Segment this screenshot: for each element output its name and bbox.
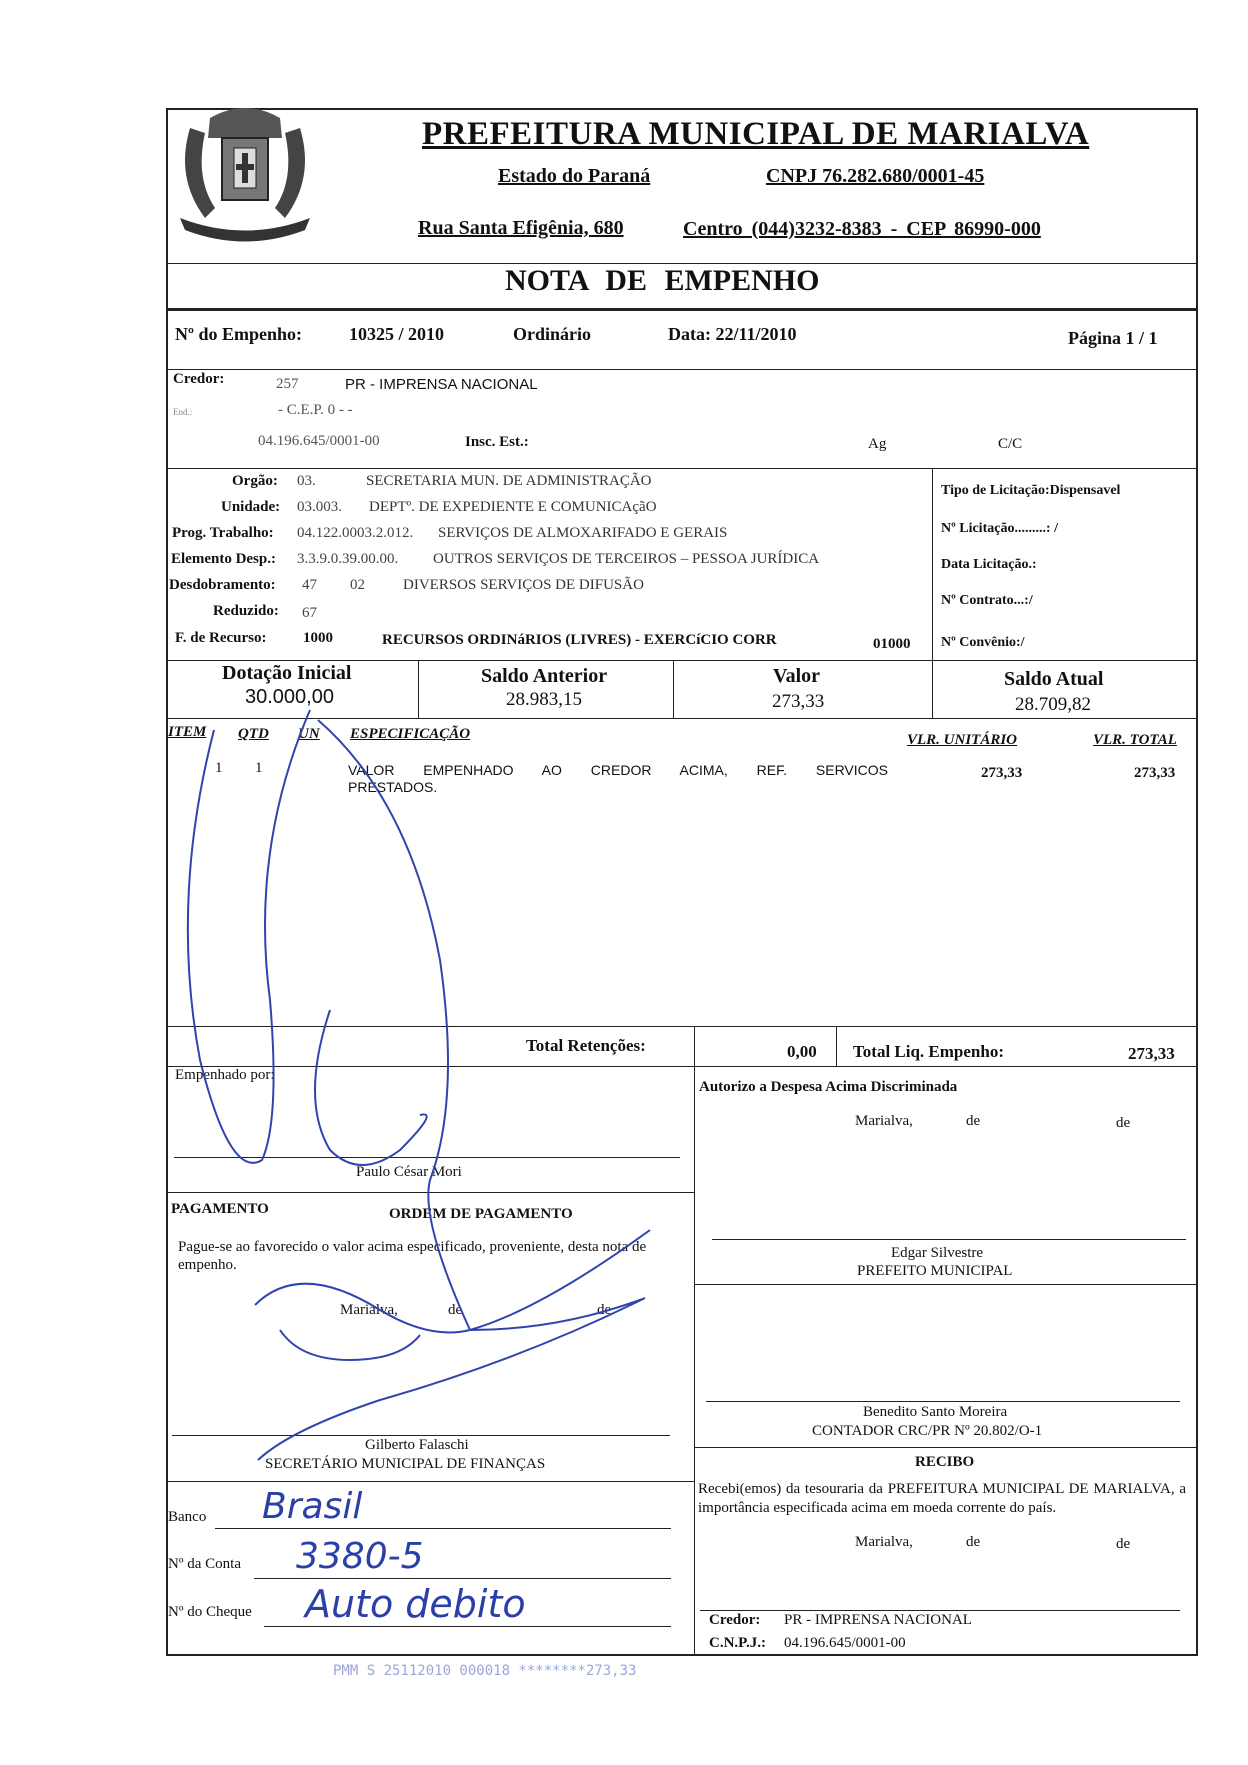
credor-cnpj: 04.196.645/0001-00 [258, 433, 380, 449]
prog-label: Prog. Trabalho: [172, 525, 274, 541]
coat-of-arms-logo [170, 98, 320, 248]
credor-code: 257 [276, 376, 299, 392]
empenho-number-label: Nº do Empenho: [175, 324, 302, 344]
contador-cargo: CONTADOR CRC/PR Nº 20.802/O-1 [812, 1423, 1043, 1439]
valor-total-header: VLR. TOTAL [1093, 732, 1177, 748]
desdobramento-code-a: 47 [302, 577, 317, 593]
numero-convenio: Nº Convênio:/ [941, 635, 1025, 650]
divider [166, 1481, 694, 1482]
autorizo-de: de [1116, 1115, 1131, 1131]
address-label: End.: [173, 407, 193, 417]
recibo-credor-label: Credor: [709, 1612, 761, 1628]
divider [166, 369, 1198, 370]
divider [166, 660, 1198, 661]
pagamento-de: de [448, 1302, 463, 1318]
recibo-de: de [966, 1534, 981, 1550]
recibo-label: RECIBO [915, 1454, 975, 1470]
item-qtd: 1 [255, 760, 263, 776]
orgao-label: Orgão: [232, 473, 278, 489]
total-retencoes-value: 0,00 [787, 1042, 817, 1061]
valor-value: 273,33 [772, 691, 825, 712]
empenho-number: 10325 / 2010 [349, 324, 445, 344]
credor-cep: - C.E.P. 0 - - [278, 402, 353, 418]
prefeito-nome: Edgar Silvestre [891, 1245, 984, 1261]
divider [694, 1284, 1198, 1285]
pagamento-de: de [597, 1302, 612, 1318]
desdobramento-code-b: 02 [350, 577, 365, 593]
banco-value: Brasil [262, 1486, 363, 1527]
state-label: Estado do Paraná [498, 165, 651, 187]
account-label: C/C [998, 436, 1023, 452]
tipo-licitacao: Tipo de Licitação:Dispensavel [941, 483, 1121, 498]
ordem-pagamento-label: ORDEM DE PAGAMENTO [389, 1206, 573, 1222]
empenho-date: Data: 22/11/2010 [668, 324, 797, 344]
empenhado-por-nome: Paulo César Mori [356, 1164, 462, 1180]
saldo-atual-value: 28.709,82 [1015, 694, 1091, 715]
divider [694, 1066, 695, 1656]
orgao-name: SECRETARIA MUN. DE ADMINISTRAÇÃO [366, 473, 652, 489]
valor-label: Valor [773, 665, 821, 687]
prog-name: SERVIÇOS DE ALMOXARIFADO E GERAIS [438, 525, 728, 541]
numero-contrato: Nº Contrato...:/ [941, 593, 1033, 608]
fonte-number: 01000 [873, 636, 911, 652]
agency-label: Ag [868, 436, 887, 452]
fonte-label: F. de Recurso: [175, 630, 267, 646]
divider [418, 660, 419, 718]
numero-licitacao: Nº Licitação.........: / [941, 521, 1058, 536]
pagamento-local: Marialva, [340, 1302, 398, 1318]
item-especificacao-cont: PRESTADOS. [348, 779, 438, 795]
recibo-credor-value: PR - IMPRENSA NACIONAL [784, 1612, 972, 1628]
recibo-texto: Recebi(emos) da tesouraria da PREFEITURA MUNICIPAL DE MARIALVA, a importância especificada acima em moeda corrente do país. [698, 1481, 1186, 1516]
bank-stamp: PMM S 25112010 000018 ********273,33 [333, 1663, 637, 1679]
saldo-anterior-value: 28.983,15 [506, 689, 582, 710]
item-header: ITEM [168, 724, 207, 740]
divider [166, 308, 1198, 311]
contador-nome: Benedito Santo Moreira [863, 1404, 1008, 1420]
prog-code: 04.122.0003.2.012. [297, 525, 414, 541]
divider [166, 718, 1198, 719]
pagamento-texto: Pague-se ao favorecido o valor acima especificado, proveniente, desta nota de empenho. [178, 1239, 647, 1273]
insc-est-label: Insc. Est.: [465, 434, 529, 450]
autorizo-label: Autorizo a Despesa Acima Discriminada [699, 1079, 958, 1095]
orgao-code: 03. [297, 473, 316, 489]
item-valor-total: 273,33 [1134, 765, 1176, 781]
banco-field-line [215, 1528, 671, 1529]
divider [166, 1192, 694, 1193]
desdobramento-label: Desdobramento: [169, 577, 276, 593]
total-retencoes-label: Total Retenções: [526, 1036, 646, 1055]
credor-name: PR - IMPRENSA NACIONAL [345, 376, 538, 393]
data-licitacao: Data Licitação.: [941, 557, 1037, 572]
un-header: UN [298, 726, 320, 742]
conta-field-line [254, 1578, 671, 1579]
divider [694, 1447, 1198, 1448]
street-label: Rua Santa Efigênia, 680 [418, 217, 624, 239]
pagamento-label: PAGAMENTO [171, 1201, 269, 1217]
recibo-cnpj-label: C.N.P.J.: [709, 1635, 766, 1651]
page-number: Página 1 / 1 [1068, 328, 1158, 348]
divider [673, 660, 674, 718]
saldo-anterior-label: Saldo Anterior [481, 665, 608, 687]
autorizo-de: de [966, 1113, 981, 1129]
desdobramento-name: DIVERSOS SERVIÇOS DE DIFUSÃO [403, 577, 644, 593]
conta-label: Nº da Conta [168, 1556, 241, 1572]
valor-unitario-header: VLR. UNITÁRIO [907, 732, 1018, 748]
reduzido-value: 67 [302, 605, 317, 621]
signature-line [172, 1435, 670, 1436]
dotacao-inicial-label: Dotação Inicial [222, 662, 352, 684]
divider [932, 660, 933, 718]
divider [836, 1026, 837, 1066]
recibo-cnpj-value: 04.196.645/0001-00 [784, 1635, 906, 1651]
signature-line [174, 1157, 680, 1158]
especificacao-header: ESPECIFICAÇÃO [350, 726, 471, 742]
conta-value: 3380-5 [296, 1536, 424, 1577]
cheque-value: Auto debito [305, 1582, 526, 1626]
prefeitura-title: PREFEITURA MUNICIPAL DE MARIALVA [422, 116, 1090, 152]
recibo-de: de [1116, 1536, 1131, 1552]
total-liquido-value: 273,33 [1128, 1044, 1175, 1063]
elemento-label: Elemento Desp.: [171, 551, 276, 567]
empenho-type: Ordinário [513, 324, 592, 344]
elemento-name: OUTROS SERVIÇOS DE TERCEIROS – PESSOA JURÍDICA [433, 551, 820, 567]
signature-line [712, 1239, 1186, 1240]
cheque-field-line [264, 1626, 671, 1627]
dotacao-inicial-value: 30.000,00 [245, 686, 334, 708]
empenhado-por-label: Empenhado por: [175, 1067, 275, 1083]
divider [166, 1026, 1198, 1027]
prefeito-cargo: PREFEITO MUNICIPAL [857, 1263, 1013, 1279]
autorizo-local: Marialva, [855, 1113, 913, 1129]
recibo-local: Marialva, [855, 1534, 913, 1550]
divider [932, 468, 933, 660]
divider [166, 1066, 1198, 1067]
unidade-label: Unidade: [221, 499, 281, 515]
doc-title: NOTA DE EMPENHO [505, 264, 820, 297]
item-number: 1 [215, 760, 223, 776]
banco-label: Banco [168, 1509, 207, 1525]
signature-line [706, 1401, 1180, 1402]
unidade-name: DEPTº. DE EXPEDIENTE E COMUNICAçãO [369, 499, 657, 515]
credor-label: Credor: [173, 371, 225, 387]
item-especificacao: VALOR EMPENHADO AO CREDOR ACIMA, REF. SERVICOS [348, 762, 888, 778]
secretario-cargo: SECRETÁRIO MUNICIPAL DE FINANÇAS [265, 1456, 546, 1472]
cheque-label: Nº do Cheque [168, 1604, 252, 1620]
reduzido-label: Reduzido: [213, 603, 279, 619]
signature-line [700, 1610, 1180, 1611]
total-liquido-label: Total Liq. Empenho: [853, 1042, 1004, 1061]
unidade-code: 03.003. [297, 499, 342, 515]
divider [694, 1026, 695, 1066]
cnpj-label: CNPJ 76.282.680/0001-45 [766, 165, 985, 187]
address-label: Centro (044)3232-8383 - CEP 86990-000 [683, 218, 1041, 240]
elemento-code: 3.3.9.0.39.00.00. [297, 551, 399, 567]
divider [166, 468, 1198, 469]
fonte-code: 1000 [303, 630, 333, 646]
saldo-atual-label: Saldo Atual [1004, 668, 1104, 690]
qtd-header: QTD [238, 726, 269, 742]
item-valor-unitario: 273,33 [981, 765, 1023, 781]
fonte-name: RECURSOS ORDINáRIOS (LIVRES) - EXERCíCIO CORR [382, 632, 777, 648]
secretario-nome: Gilberto Falaschi [365, 1437, 469, 1453]
